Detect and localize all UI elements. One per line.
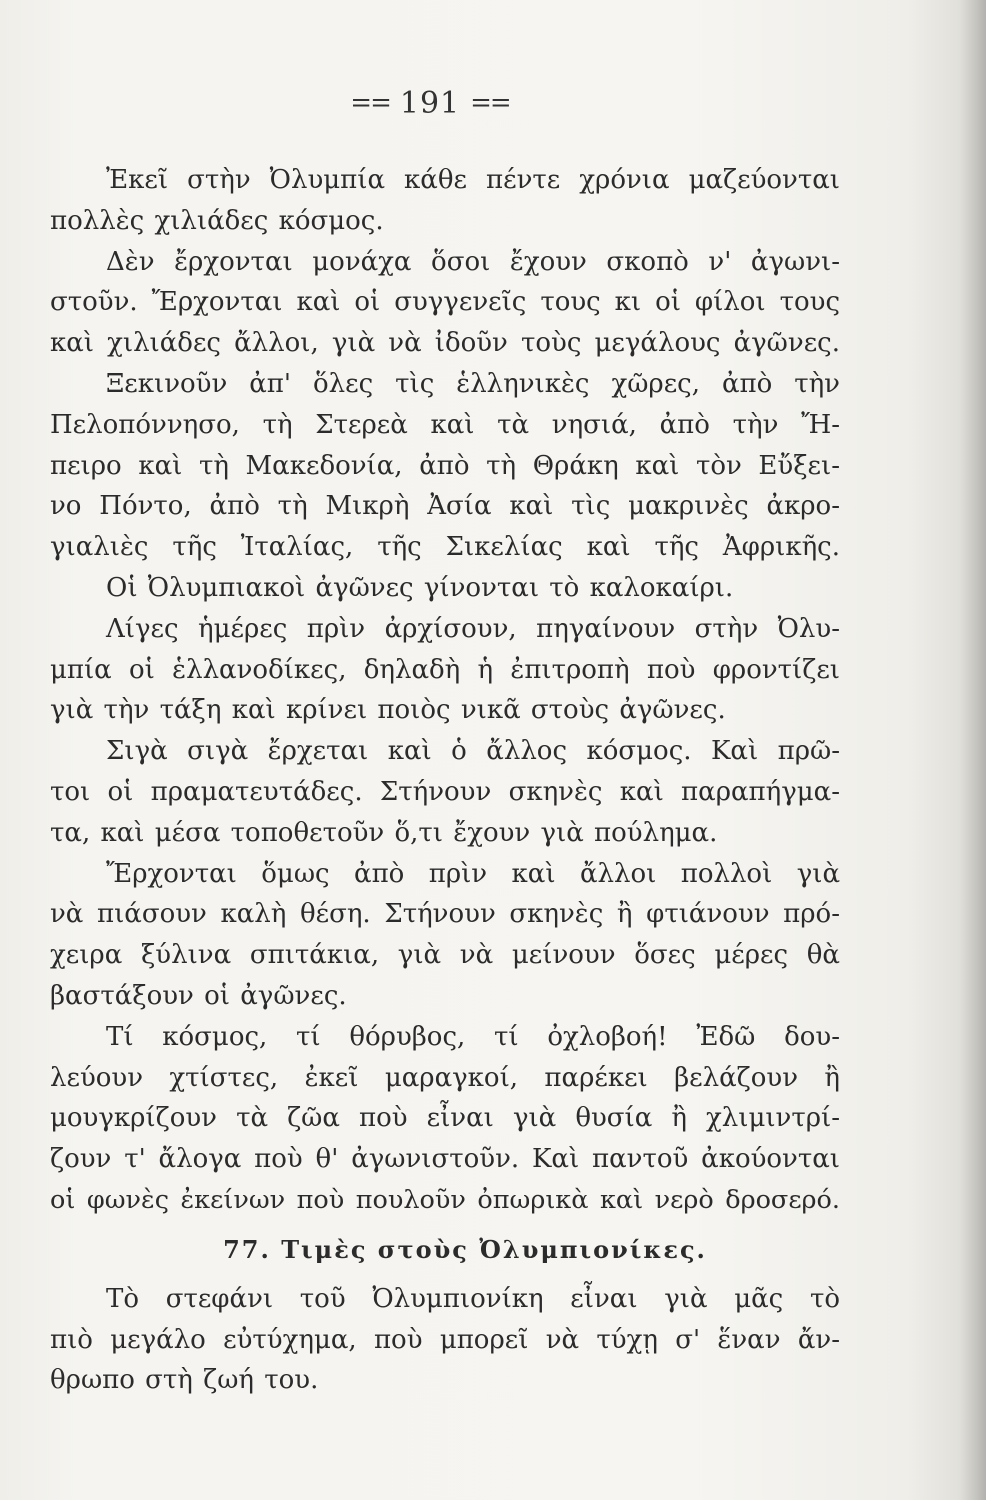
text-line: πιὸ μεγάλο εὐτύχημα, ποὺ μπορεῖ νὰ τύχῃ σ' ἕναν ἄν-: [50, 1324, 840, 1355]
page-number: 191: [399, 86, 461, 121]
text-line: Ἐκεῖ στὴν Ὀλυμπία κάθε πέντε χρόνια μαζεύονται: [106, 165, 840, 195]
text-line: Σιγὰ σιγὰ ἔρχεται καὶ ὁ ἄλλος κόσμος. Καὶ πρῶ-: [106, 736, 840, 767]
text-line: Λίγες ἡμέρες πρὶν ἀρχίσουν, πηγαίνουν στὴν Ὀλυ-: [106, 613, 840, 644]
text-line: καὶ χιλιάδες ἄλλοι, γιὰ νὰ ἰδοῦν τοὺς μεγάλους ἀγῶνες.: [50, 328, 840, 359]
section-title: 77. Τιμὲς στοὺς Ὀλυμπιονίκες.: [223, 1234, 707, 1264]
paragraphs-after-section: [50, 1279, 840, 1401]
paragraphs-before-section: [50, 160, 840, 1221]
text-line: Οἱ Ὀλυμπιακοὶ ἀγῶνες γίνονται τὸ καλοκαίρι.: [106, 572, 734, 603]
text-line: Ἔρχονται ὅμως ἀπὸ πρὶν καὶ ἄλλοι πολλοὶ γιὰ: [106, 858, 840, 889]
text-line: τα, καὶ μέσα τοποθετοῦν ὅ,τι ἔχουν γιὰ πούλημα.: [50, 817, 718, 848]
text-line: πολλὲς χιλιάδες κόσμος.: [50, 205, 384, 236]
text-line: Τὸ στεφάνι τοῦ Ὀλυμπιονίκη εἶναι γιὰ μᾶς τὸ: [106, 1283, 840, 1314]
header-dash-right: ==: [470, 88, 510, 118]
page-edge-shadow: [960, 0, 986, 1500]
text-line: χειρα ξύλινα σπιτάκια, γιὰ νὰ μείνουν ὅσες μέρες θὰ: [50, 940, 840, 971]
text-line: μουγκρίζουν τὰ ζῶα ποὺ εἶναι γιὰ θυσία ἢ χλιμιντρί-: [50, 1103, 840, 1134]
text-line: νὰ πιάσουν καλὴ θέση. Στήνουν σκηνὲς ἢ φτιάνουν πρό-: [50, 899, 840, 930]
text-line: Ξεκινοῦν ἀπ' ὅλες τὶς ἑλληνικὲς χῶρες, ἀπὸ τὴν: [106, 368, 840, 399]
text-line: βαστάξουν οἱ ἀγῶνες.: [50, 980, 347, 1011]
text-line: γιὰ τὴν τάξη καὶ κρίνει ποιὸς νικᾶ στοὺς ἀγῶνες.: [50, 695, 726, 726]
text-line: μπία οἱ ἑλλανοδίκες, δηλαδὴ ἡ ἐπιτροπὴ ποὺ φροντίζει: [50, 654, 840, 685]
text-line: θρωπο στὴ ζωή του.: [50, 1365, 319, 1396]
text-line: ζουν τ' ἄλογα ποὺ θ' ἀγωνιστοῦν. Καὶ παντοῦ ἀκούονται: [50, 1144, 840, 1175]
text-line: οἱ φωνὲς ἐκείνων ποὺ πουλοῦν ὀπωρικὰ καὶ νερὸ δροσερό.: [50, 1184, 840, 1215]
text-line: γιαλιὲς τῆς Ἰταλίας, τῆς Σικελίας καὶ τῆς Ἀφρικῆς.: [50, 532, 840, 563]
header-dash-left: ==: [350, 88, 390, 118]
body-text: [50, 160, 840, 1401]
page-header: [0, 86, 860, 121]
text-line: λεύουν χτίστες, ἐκεῖ μαραγκοί, παρέκει βελάζουν ἢ: [50, 1062, 840, 1093]
text-line: πειρο καὶ τὴ Μακεδονία, ἀπὸ τὴ Θράκη καὶ τὸν Εὔξει-: [50, 450, 840, 481]
text-line: τοι οἱ πραματευτάδες. Στήνουν σκηνὲς καὶ παραπήγμα-: [50, 776, 840, 807]
text-line: Δὲν ἔρχονται μονάχα ὅσοι ἔχουν σκοπὸ ν' ἀγωνι-: [106, 246, 840, 277]
text-line: Πελοπόννησο, τὴ Στερεὰ καὶ τὰ νησιά, ἀπὸ τὴν Ἤ-: [50, 409, 840, 440]
text-line: νο Πόντο, ἀπὸ τὴ Μικρὴ Ἀσία καὶ τὶς μακρινὲς ἀκρο-: [50, 491, 840, 522]
text-line: στοῦν. Ἔρχονται καὶ οἱ συγγενεῖς τους κι οἱ φίλοι τους: [50, 287, 840, 318]
text-line: Τί κόσμος, τί θόρυβος, τί ὀχλοβοή! Ἐδῶ δου-: [106, 1021, 840, 1052]
